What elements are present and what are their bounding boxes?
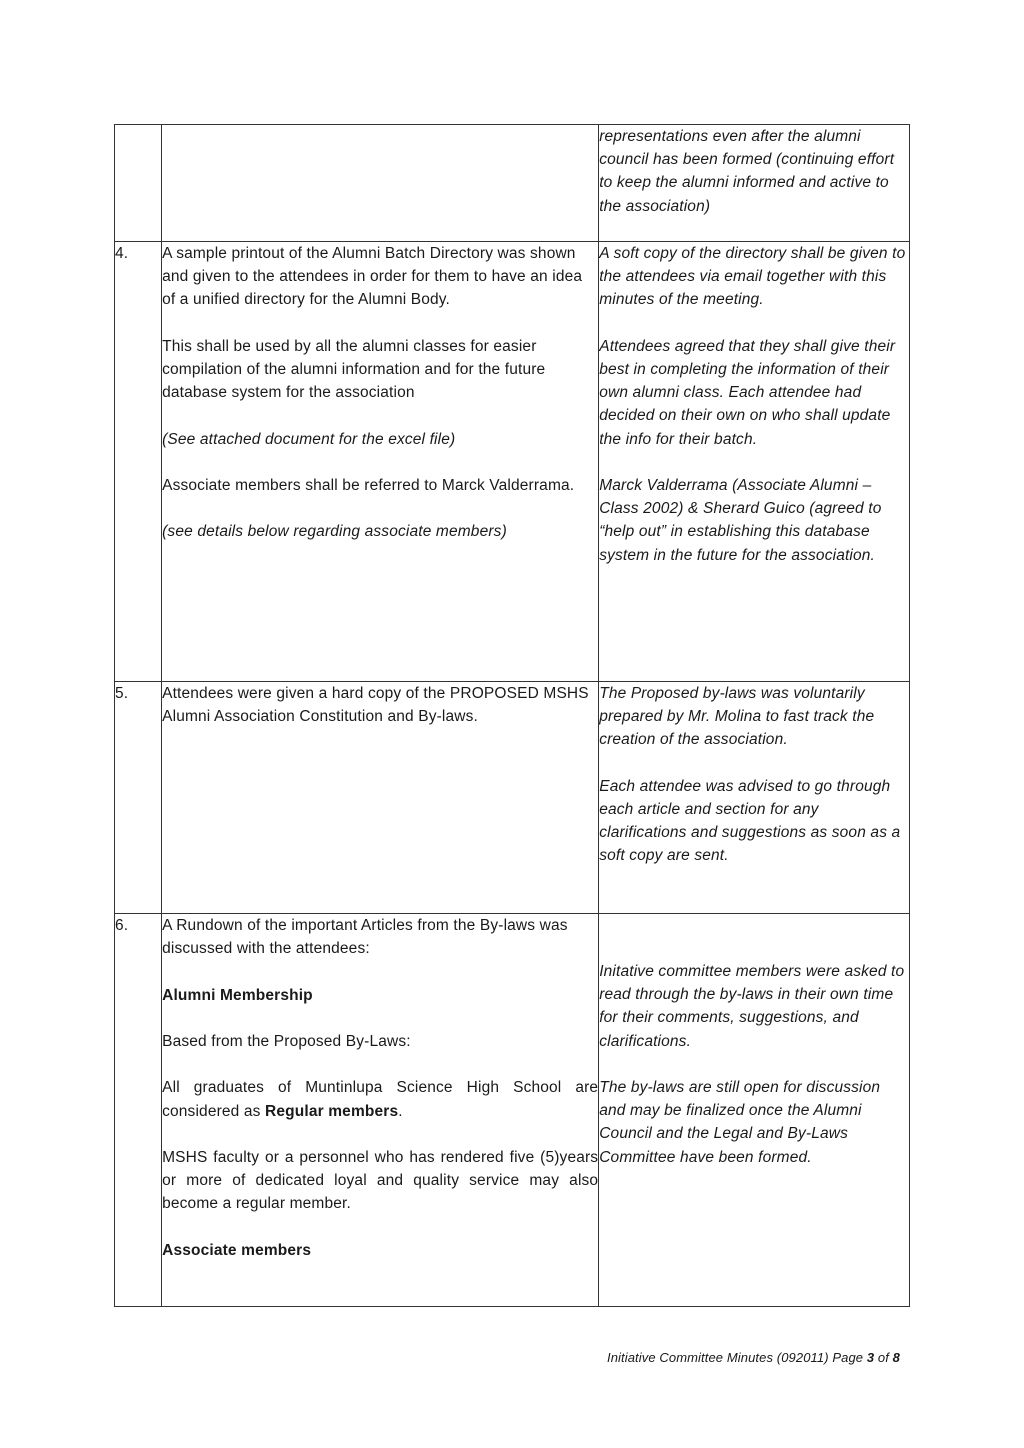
discussion-text-part: . <box>398 1102 403 1120</box>
page-footer <box>607 1350 900 1365</box>
action-text: Attendees agreed that they shall give their best in completing the information of their own alumni class. Each attendee had decided on their own on who shall update the info for their batch. <box>599 337 896 448</box>
section-heading: Associate members <box>162 1241 312 1259</box>
footer-of: of <box>874 1350 893 1365</box>
discussion-text: Attendees were given a hard copy of the PROPOSED MSHS Alumni Association Constitution and By-laws. <box>162 685 589 726</box>
discussion-cell <box>162 682 599 914</box>
discussion-cell <box>162 242 599 682</box>
discussion-text: A sample printout of the Alumni Batch Directory was shown and given to the attendees in order for them to have an idea of a unified directory for the Alumni Body. <box>162 245 583 309</box>
action-text: Marck Valderrama (Associate Alumni – Class 2002) & Sherard Guico (agreed to “help out” in establishing this database system in the future for the association. <box>599 477 882 564</box>
item-number: 5. <box>115 685 129 702</box>
action-cell <box>599 914 910 1307</box>
item-number: 6. <box>115 917 129 934</box>
discussion-text: A Rundown of the important Articles from the By-laws was discussed with the attendees: <box>162 917 568 958</box>
table-row-item-4 <box>115 242 910 682</box>
table-row-item-5 <box>115 682 910 914</box>
item-number-cell <box>115 914 162 1307</box>
item-number: 4. <box>115 245 129 262</box>
action-text: Initative committee members were asked to read through the by-laws in their own time for their comments, suggestions, and clarifications. <box>599 963 905 1050</box>
section-heading: Alumni Membership <box>162 986 313 1004</box>
item-number-cell <box>115 125 162 242</box>
footer-text: Initiative Committee Minutes (092011) Page <box>606 1350 867 1365</box>
discussion-text: This shall be used by all the alumni classes for easier compilation of the alumni information and for the future database system for the association <box>162 337 546 402</box>
action-text: A soft copy of the directory shall be given to the attendees via email together with this minutes of the meeting. <box>599 245 906 309</box>
action-cell <box>599 125 910 242</box>
page-total: 8 <box>892 1350 900 1365</box>
discussion-text: Associate members shall be referred to Marck Valderrama. <box>162 476 575 494</box>
discussion-text: MSHS faculty or a personnel who has rendered five (5)years or more of dedicated loyal and quality service may also become a regular member. <box>162 1148 599 1213</box>
item-number-cell <box>115 682 162 914</box>
discussion-cell <box>162 914 599 1307</box>
action-text: The by-laws are still open for discussion and may be finalized once the Alumni Council and the Legal and By-Laws Committee have been formed. <box>599 1079 881 1166</box>
minutes-table <box>114 124 910 1307</box>
discussion-cell <box>162 125 599 242</box>
discussion-text: Based from the Proposed By-Laws: <box>162 1032 411 1050</box>
discussion-note: (See attached document for the excel file) <box>162 430 456 448</box>
discussion-text-part: All graduates of Muntinlupa Science High School are considered as <box>162 1079 599 1120</box>
action-cell <box>599 682 910 914</box>
table-row-continued <box>115 125 910 242</box>
regular-members-term: Regular members <box>265 1102 399 1120</box>
action-text: Each attendee was advised to go through each article and section for any clarifications and suggestions as soon as a soft copy are sent. <box>599 777 901 865</box>
page-number: 3 <box>866 1350 875 1365</box>
discussion-text <box>162 1076 598 1122</box>
table-row-item-6 <box>115 914 910 1307</box>
action-text: representations even after the alumni council has been formed (continuing effort to keep the alumni informed and active to the association) <box>599 128 895 215</box>
action-cell <box>599 242 910 682</box>
discussion-note: (see details below regarding associate members) <box>162 523 507 541</box>
action-text: The Proposed by-laws was voluntarily prepared by Mr. Molina to fast track the creation of the association. <box>599 685 875 749</box>
item-number-cell <box>115 242 162 682</box>
